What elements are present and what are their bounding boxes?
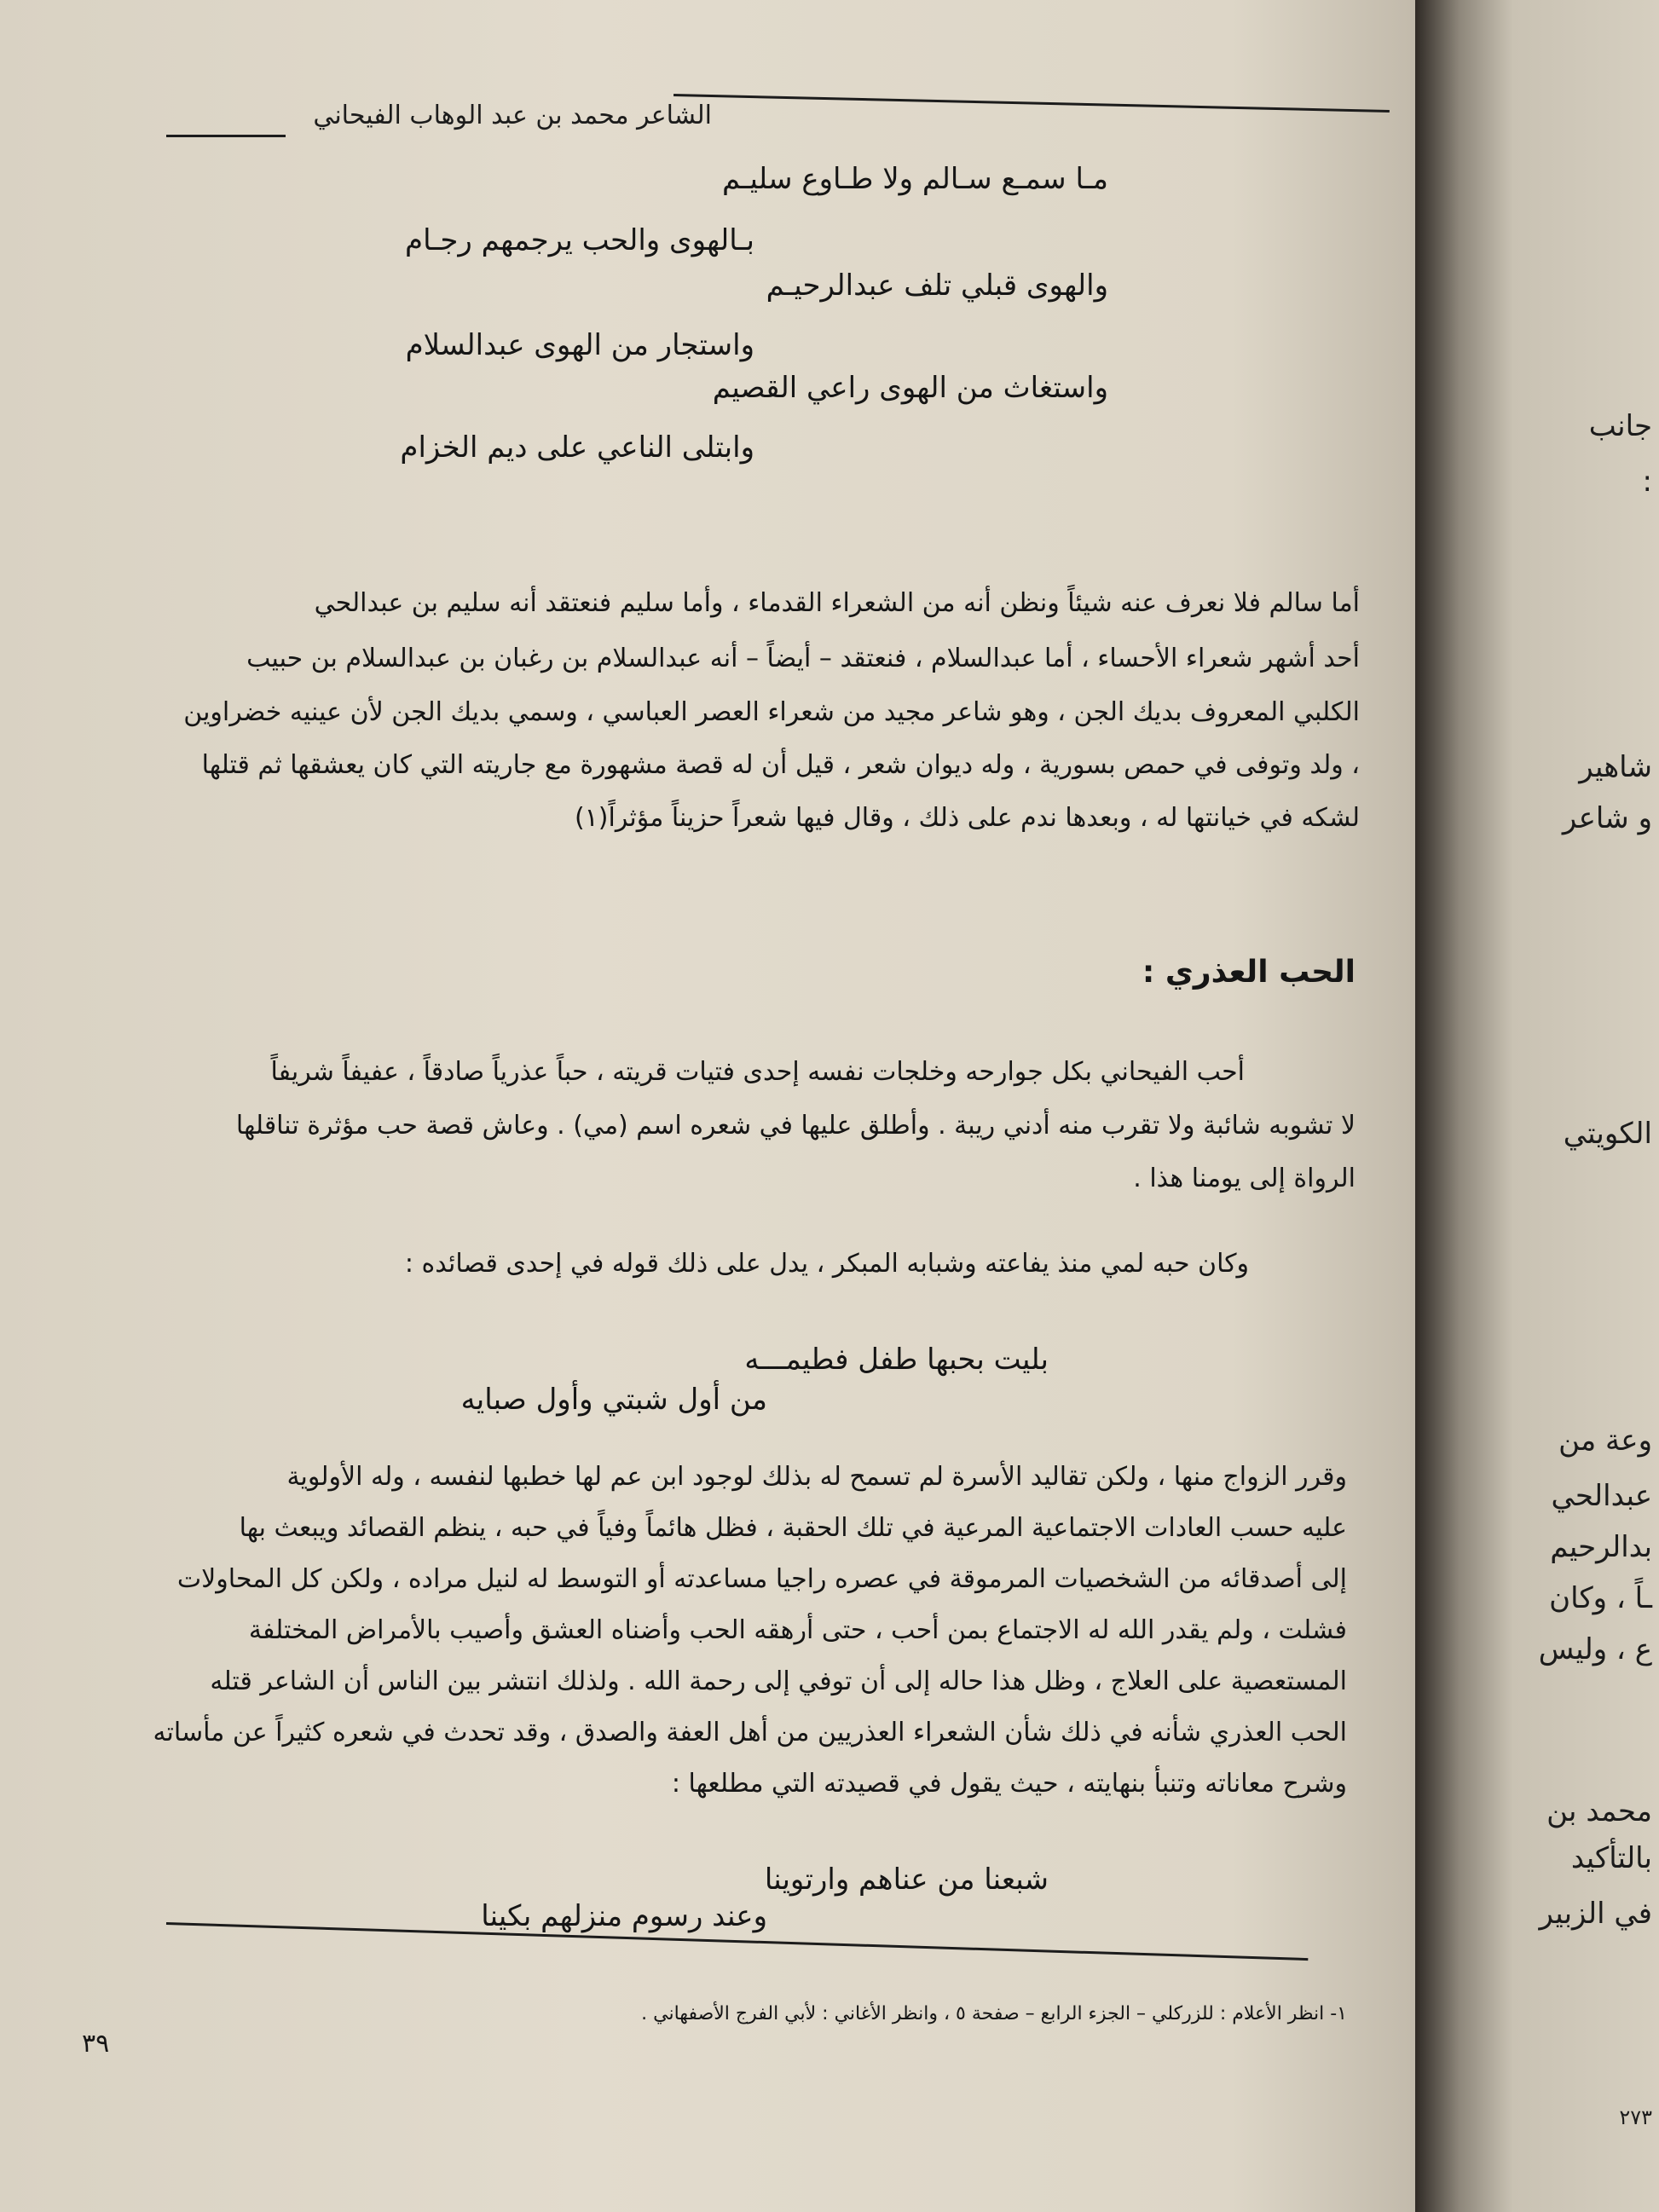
- facing-fragment: وعة من: [1558, 1424, 1652, 1458]
- verse-line: واستجار من الهوى عبدالسلام: [405, 328, 754, 362]
- facing-fragment: عبدالحي: [1551, 1479, 1652, 1513]
- verse-line: من أول شبتي وأول صبايه: [460, 1383, 767, 1417]
- paragraph-line: أما سالم فلا نعرف عنه شيئاً ونظن أنه من الشعراء القدماء ، وأما سليم فنعتقد أنه سليم بن عبدالحي: [314, 588, 1360, 618]
- section-heading: الحب العذري :: [1142, 955, 1356, 990]
- paragraph-line: الكلبي المعروف بديك الجن ، وهو شاعر مجيد من شعراء العصر العباسي ، وسمي بديك الجن لأن عينيه خضراوين: [183, 697, 1360, 727]
- facing-fragment: محمد بن: [1546, 1794, 1652, 1828]
- facing-fragment: ـاً ، وكان: [1549, 1581, 1652, 1615]
- facing-fragment: بالتأكيد: [1570, 1841, 1652, 1875]
- paragraph-line: إلى أصدقائه من الشخصيات المرموقة في عصره راجيا مساعدته أو التوسط له لنيل مراده ، ولكن كل المحاولات: [176, 1564, 1347, 1594]
- verse-line: والهوى قبلي تلف عبدالرحيـم: [766, 269, 1108, 303]
- facing-fragment: شاهير: [1579, 750, 1652, 784]
- running-head-title: الشاعر محمد بن عبد الوهاب الفيحاني: [313, 101, 712, 130]
- paragraph-line: وشرح معاناته وتنبأ بنهايته ، حيث يقول في قصيدته التي مطلعها :: [671, 1769, 1347, 1799]
- facing-fragment: ٢٧٣: [1619, 2105, 1652, 2129]
- paragraph-line: لشكه في خيانتها له ، وبعدها ندم على ذلك ، وقال فيها شعراً حزيناً مؤثراً(١): [574, 803, 1360, 833]
- paragraph-line: المستعصية على العلاج ، وظل هذا حاله إلى أن توفي إلى رحمة الله . ولذلك انتشر بين الناس أن الشاعر قتله: [210, 1666, 1347, 1696]
- facing-fragment: و شاعر: [1562, 801, 1652, 835]
- verse-line: بـالهوى والحب يرجمهم رجـام: [405, 223, 754, 257]
- paragraph-line: الحب العذري شأنه في ذلك شأن الشعراء العذريين من أهل العفة والصدق ، وقد تحدث في شعره كثيراً عن مأساته: [153, 1718, 1347, 1747]
- facing-page: [1415, 0, 1659, 2212]
- footnote: ١- انظر الأعلام : للزركلي – الجزء الرابع – صفحة ٥ ، وانظر الأغاني : لأبي الفرج الأصفهاني .: [641, 2003, 1347, 2024]
- paragraph-line: لا تشوبه شائبة ولا تقرب منه أدني ريبة . وأطلق عليها في شعره اسم (مي) . وعاش قصة حب مؤثرة تناقلها: [235, 1111, 1356, 1141]
- facing-fragment: جانب: [1588, 409, 1652, 443]
- paragraph-line: فشلت ، ولم يقدر الله له الاجتماع بمن أحب ، حتى أرهقه الحب وأضناه العشق وأصيب بالأمراض المختلفة: [248, 1615, 1347, 1645]
- paragraph-line: أحب الفيحاني بكل جوارحه وخلجات نفسه إحدى فتيات قريته ، حباً عذرياً صادقاً ، عفيفاً شريفاً: [270, 1057, 1245, 1087]
- facing-fragment: ع ، وليس: [1538, 1632, 1652, 1666]
- verse-line: وابتلى الناعي على ديم الخزام: [400, 430, 754, 465]
- facing-fragment: الكويتي: [1563, 1117, 1652, 1151]
- page-number: ٣٩: [82, 2029, 110, 2059]
- verse-line: بليت بحبها طفل فطيمـــه: [744, 1343, 1049, 1377]
- paragraph-line: أحد أشهر شعراء الأحساء ، أما عبدالسلام ، فنعتقد – أيضاً – أنه عبدالسلام بن رغبان بن عبدالسلام بن حبيب: [246, 644, 1360, 673]
- facing-fragment: بدالرحيم: [1550, 1530, 1652, 1564]
- paragraph-line: الرواة إلى يومنا هذا .: [1133, 1164, 1356, 1193]
- verse-line: شبعنا من عناهم وارتوينا: [764, 1863, 1049, 1897]
- paragraph-line: عليه حسب العادات الاجتماعية المرعية في تلك الحقبة ، فظل هائماً وفياً في حبه ، ينظم القصائد ويبعث بها: [239, 1513, 1347, 1543]
- verse-line: واستغاث من الهوى راعي القصيم: [712, 371, 1108, 405]
- paragraph-line: ، ولد وتوفى في حمص بسورية ، وله ديوان شعر ، قيل أن له قصة مشهورة مع جاريته التي كان يعشقها ثم قتلها: [201, 750, 1360, 780]
- facing-fragment: :: [1642, 465, 1652, 499]
- facing-fragment: في الزبير: [1539, 1897, 1652, 1931]
- verse-line: مـا سمـع سـالم ولا طـاوع سليـم: [721, 162, 1108, 196]
- paragraph-line: وكان حبه لمي منذ يفاعته وشبابه المبكر ، يدل على ذلك قوله في إحدى قصائده :: [404, 1249, 1249, 1279]
- running-head: [166, 101, 1394, 152]
- verse-line: وعند رسوم منزلهم بكينا: [481, 1899, 767, 1933]
- paragraph-line: وقرر الزواج منها ، ولكن تقاليد الأسرة لم تسمح له بذلك لوجود ابن عم لها خطبها لنفسه ، وله الأولوية: [286, 1462, 1347, 1492]
